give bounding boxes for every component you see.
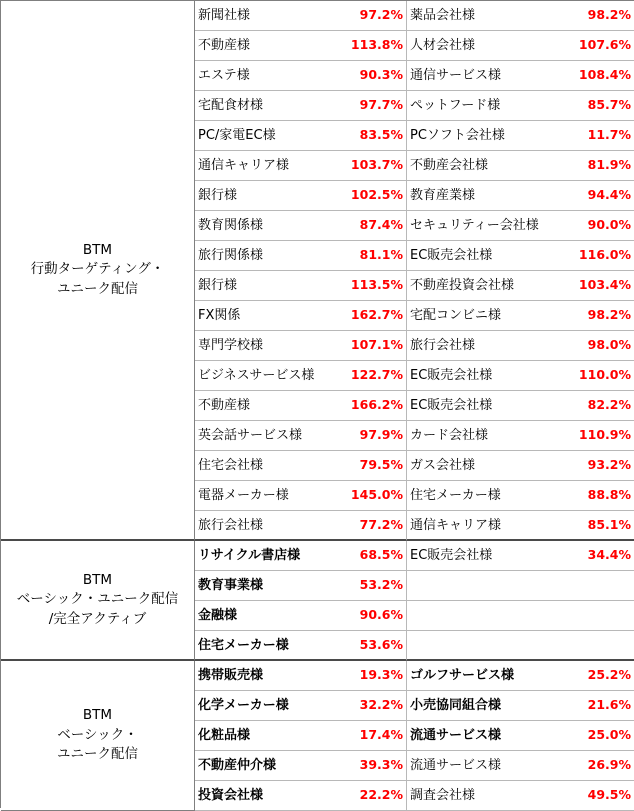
table-cell <box>407 151 634 181</box>
client-name: 不動産様 <box>198 398 251 413</box>
percentage-value: 83.5% <box>359 127 403 143</box>
client-name: PC/家電EC様 <box>198 128 276 143</box>
client-name: 金融様 <box>198 608 238 623</box>
client-name: 通信サービス様 <box>410 68 502 83</box>
table-cell <box>195 91 407 121</box>
percentage-value: 22.2% <box>359 787 403 803</box>
table-cell <box>195 781 407 811</box>
percentage-value: 97.7% <box>359 97 403 113</box>
percentage-value: 25.2% <box>587 667 631 683</box>
client-name: 宅配食材様 <box>198 98 264 113</box>
percentage-value: 98.0% <box>587 337 631 353</box>
percentage-value: 110.9% <box>578 427 631 443</box>
client-name: 住宅会社様 <box>198 458 264 473</box>
table-cell <box>195 661 407 691</box>
table-cell <box>195 271 407 301</box>
group-label-text: BTM ベーシック・ユニーク配信 /完全アクティブ <box>16 571 179 627</box>
percentage-value: 53.2% <box>359 577 403 593</box>
percentage-value: 21.6% <box>587 697 631 713</box>
table-cell <box>195 541 407 571</box>
client-name: リサイクル書店様 <box>198 548 301 563</box>
client-name: 英会話サービス様 <box>198 428 303 443</box>
client-name: 銀行様 <box>198 188 238 203</box>
client-name: 調査会社様 <box>410 788 476 803</box>
percentage-value: 162.7% <box>350 307 403 323</box>
client-name: 小売協同組合様 <box>410 698 502 713</box>
client-name: 流通サービス様 <box>410 728 502 743</box>
percentage-value: 103.4% <box>578 277 631 293</box>
client-name: 宅配コンビニ様 <box>410 308 502 323</box>
client-name: FX関係 <box>198 308 241 323</box>
percentage-value: 94.4% <box>587 187 631 203</box>
client-name: 不動産投資会社様 <box>410 278 515 293</box>
percentage-value: 87.4% <box>359 217 403 233</box>
client-name: 不動産仲介様 <box>198 758 277 773</box>
client-name: 不動産会社様 <box>410 158 489 173</box>
percentage-value: 26.9% <box>587 757 631 773</box>
table-cell <box>407 601 634 631</box>
client-name: 投資会社様 <box>198 788 264 803</box>
table-cell <box>407 541 634 571</box>
client-name: 人材会社様 <box>410 38 476 53</box>
percentage-value: 34.4% <box>587 547 631 563</box>
table-cell <box>407 301 634 331</box>
percentage-value: 32.2% <box>359 697 403 713</box>
percentage-value: 108.4% <box>578 67 631 83</box>
table-cell <box>195 421 407 451</box>
table-cell <box>195 181 407 211</box>
client-name: 銀行様 <box>198 278 238 293</box>
table-cell <box>195 721 407 751</box>
percentage-value: 68.5% <box>359 547 403 563</box>
table-cell <box>195 121 407 151</box>
table-cell <box>195 331 407 361</box>
table-cell <box>195 361 407 391</box>
percentage-value: 166.2% <box>350 397 403 413</box>
percentage-value: 97.2% <box>359 7 403 23</box>
percentage-value: 85.7% <box>587 97 631 113</box>
table-cell <box>407 121 634 151</box>
client-name: EC販売会社様 <box>410 248 493 263</box>
client-name: 流通サービス様 <box>410 758 502 773</box>
percentage-value: 122.7% <box>350 367 403 383</box>
client-name: 化学メーカー様 <box>198 698 289 713</box>
percentage-value: 103.7% <box>350 157 403 173</box>
client-name: 電器メーカー様 <box>198 488 289 503</box>
client-name: 旅行会社様 <box>410 338 476 353</box>
table-cell <box>195 61 407 91</box>
table-cell <box>195 151 407 181</box>
percentage-value: 77.2% <box>359 516 403 532</box>
percentage-value: 25.0% <box>587 727 631 743</box>
table-cell <box>407 211 634 241</box>
group-label-text: BTM 行動ターゲティング・ ユニーク配信 <box>30 241 165 297</box>
table-cell <box>407 751 634 781</box>
client-name: カード会社様 <box>410 428 489 443</box>
table-cell <box>407 361 634 391</box>
table-cell <box>407 781 634 811</box>
percentage-value: 79.5% <box>359 457 403 473</box>
group-label-basic-unique <box>1 661 195 811</box>
percentage-value: 90.6% <box>359 607 403 623</box>
percentage-value: 39.3% <box>359 757 403 773</box>
client-name: 通信キャリア様 <box>410 517 502 533</box>
client-name: セキュリティー会社様 <box>410 218 539 233</box>
table-cell <box>195 211 407 241</box>
table-cell <box>407 481 634 511</box>
percentage-value: 49.5% <box>587 787 631 803</box>
table-cell <box>407 331 634 361</box>
table-cell <box>195 31 407 61</box>
percentage-value: 85.1% <box>587 516 631 532</box>
client-name: ペットフード様 <box>410 98 501 113</box>
client-name: 通信キャリア様 <box>198 158 290 173</box>
client-name: 教育産業様 <box>410 188 476 203</box>
percentage-value: 93.2% <box>587 457 631 473</box>
table-cell <box>407 181 634 211</box>
client-name: ゴルフサービス様 <box>410 668 515 683</box>
table-cell <box>195 451 407 481</box>
client-name: PCソフト会社様 <box>410 128 505 143</box>
client-name: 化粧品様 <box>198 728 251 743</box>
table-cell <box>195 241 407 271</box>
table-cell <box>195 511 407 541</box>
table-cell <box>195 631 407 661</box>
table-cell <box>407 241 634 271</box>
percentage-value: 97.9% <box>359 427 403 443</box>
table-cell <box>407 631 634 661</box>
percentage-value: 11.7% <box>587 127 631 143</box>
table-cell <box>195 1 407 31</box>
client-name: 旅行関係様 <box>198 248 264 263</box>
percentage-value: 113.8% <box>350 37 403 53</box>
percentage-value: 17.4% <box>359 727 403 743</box>
percentage-value: 116.0% <box>578 247 631 263</box>
table-cell <box>195 601 407 631</box>
percentage-value: 110.0% <box>578 367 631 383</box>
table-cell <box>195 691 407 721</box>
client-name: EC販売会社様 <box>410 398 493 413</box>
table-cell <box>407 391 634 421</box>
client-name: 不動産様 <box>198 38 251 53</box>
percentage-value: 81.9% <box>587 157 631 173</box>
table-cell <box>407 451 634 481</box>
percentage-value: 90.0% <box>587 217 631 233</box>
table-cell <box>195 481 407 511</box>
client-name: ガス会社様 <box>410 458 476 473</box>
percentage-value: 88.8% <box>587 487 631 503</box>
percentage-value: 81.1% <box>359 247 403 263</box>
group-label-basic-active <box>1 541 195 661</box>
percentage-value: 107.6% <box>578 37 631 53</box>
client-name: エステ様 <box>198 68 250 83</box>
client-name: 教育事業様 <box>198 578 264 593</box>
table-cell <box>407 91 634 121</box>
percentage-value: 98.2% <box>587 7 631 23</box>
percentage-value: 113.5% <box>350 277 403 293</box>
table-cell <box>195 391 407 421</box>
table-cell <box>195 301 407 331</box>
percentage-value: 90.3% <box>359 67 403 83</box>
percentage-value: 82.2% <box>587 397 631 413</box>
client-name: 携帯販売様 <box>198 668 264 683</box>
percentage-value: 98.2% <box>587 307 631 323</box>
client-name: 教育関係様 <box>198 218 264 233</box>
table-cell <box>407 721 634 751</box>
table-cell <box>407 61 634 91</box>
client-name: EC販売会社様 <box>410 548 493 563</box>
percentage-value: 19.3% <box>359 667 403 683</box>
percentage-value: 53.6% <box>359 636 403 652</box>
table-cell <box>407 691 634 721</box>
table-cell <box>407 571 634 601</box>
table-cell <box>195 751 407 781</box>
client-name: EC販売会社様 <box>410 368 493 383</box>
client-name: 薬品会社様 <box>410 8 476 23</box>
client-name: 専門学校様 <box>198 338 264 353</box>
table-cell <box>195 571 407 601</box>
group-label-text: BTM ベーシック・ ユニーク配信 <box>57 707 138 763</box>
table-cell <box>407 31 634 61</box>
group-label-behavioral-targeting <box>1 1 195 541</box>
percentage-value: 107.1% <box>350 337 403 353</box>
table-cell <box>407 661 634 691</box>
table-cell <box>407 271 634 301</box>
table-cell <box>407 421 634 451</box>
table-cell <box>407 511 634 541</box>
client-name: 旅行会社様 <box>198 517 264 533</box>
percentage-value: 102.5% <box>350 187 403 203</box>
client-name: 住宅メーカー様 <box>410 488 501 503</box>
client-name: 新聞社様 <box>198 8 251 23</box>
percentage-value: 145.0% <box>350 487 403 503</box>
client-name: 住宅メーカー様 <box>198 637 289 653</box>
client-name: ビジネスサービス様 <box>198 368 315 383</box>
table-cell <box>407 1 634 31</box>
